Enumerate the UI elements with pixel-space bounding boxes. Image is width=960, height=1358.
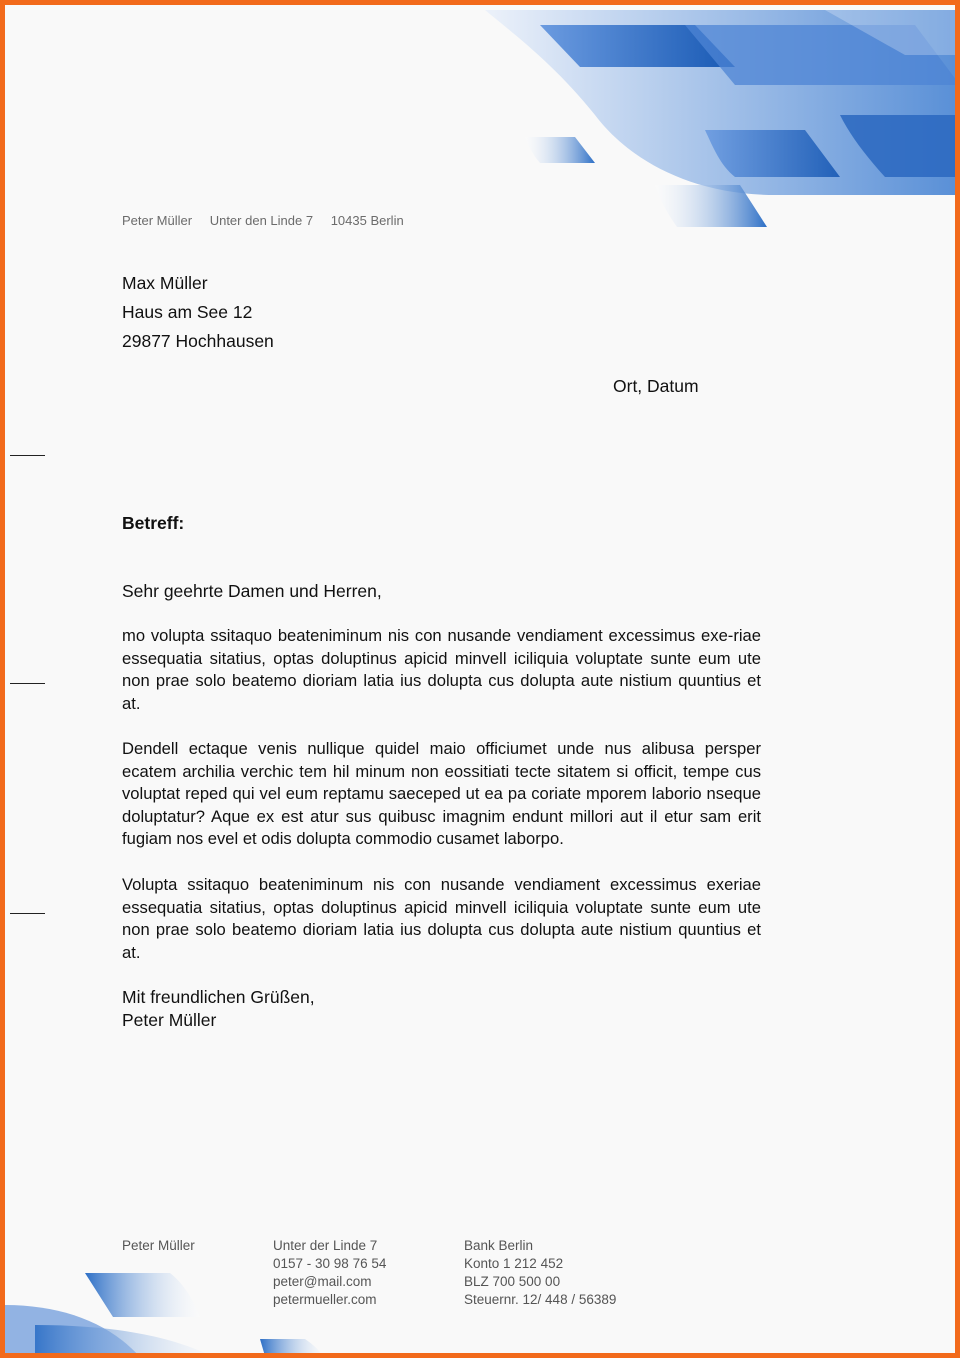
body-paragraph: mo volupta ssitaquo beateniminum nis con nusande vendiament excessimus exe-riae essequatia sitatius, optas doluptinus apicid minvell iciliquia voluptate sunte eum ute non prae solo beatemo dioriam latia ius dolupta cus dolupta aute nistium quuntius et at. bbox=[122, 626, 761, 713]
body-paragraph: Volupta ssitaquo beateniminum nis con nusande vendiament excessimus exeriae essequatia sitatius, optas doluptinus apicid minvell iciliquia voluptate sunte eum ute non prae solo beatemo dioriam latia ius dolupta cus dolupta aute nistium quuntius et at. bbox=[122, 875, 761, 962]
subject-line: Betreff: bbox=[122, 513, 185, 533]
footer-email: peter@mail.com bbox=[273, 1274, 372, 1289]
sender-name: Peter Müller bbox=[122, 213, 193, 228]
footer-bank-name: Bank Berlin bbox=[464, 1238, 534, 1253]
closing-phrase: Mit freundlichen Grüßen, bbox=[122, 987, 315, 1007]
recipient-street: Haus am See 12 bbox=[122, 302, 253, 322]
sender-return-address bbox=[122, 213, 418, 228]
footer-contact-column bbox=[273, 1237, 386, 1309]
footer-bank-column bbox=[464, 1237, 616, 1309]
fold-mark bbox=[10, 455, 45, 456]
body-paragraph: Dendell ectaque venis nullique quidel maio officiumet unde nus alibusa persper ecatem archilia verchic tem hil minum non eossitiati tecte sitatem si officit, tempe cus voluptat reped qui vel eum reptamu saeceped ut ea pa coriate mporem laborio nseque doluptatur? Aque ex est atur sus quibusc imagnim endunt millori aut il etur sam erit fugiam nos evel et odis dolupta commodio cusamet laborpo. bbox=[122, 739, 761, 849]
punch-mark bbox=[10, 683, 45, 684]
deco-shape bbox=[35, 1325, 225, 1358]
footer-name-column bbox=[122, 1237, 195, 1255]
footer-name: Peter Müller bbox=[122, 1238, 195, 1253]
closing-block bbox=[122, 986, 315, 1031]
signature-name: Peter Müller bbox=[122, 1009, 217, 1030]
footer-street: Unter der Linde 7 bbox=[273, 1238, 378, 1253]
deco-shape bbox=[85, 1273, 200, 1317]
footer-phone: 0157 - 30 98 76 54 bbox=[273, 1256, 387, 1271]
fold-mark bbox=[10, 913, 45, 914]
sender-city: 10435 Berlin bbox=[330, 213, 404, 228]
recipient-address bbox=[122, 269, 274, 356]
sender-street: Unter den Linde 7 bbox=[209, 213, 314, 228]
footer-blz: BLZ 700 500 00 bbox=[464, 1274, 561, 1289]
footer-account: Konto 1 212 452 bbox=[464, 1256, 564, 1271]
deco-shape bbox=[525, 137, 595, 163]
footer-tax-number: Steuernr. 12/ 448 / 56389 bbox=[464, 1292, 617, 1307]
place-date: Ort, Datum bbox=[613, 376, 699, 396]
header-decoration bbox=[445, 5, 960, 245]
footer-website: petermueller.com bbox=[273, 1292, 377, 1307]
deco-shape bbox=[260, 1339, 327, 1358]
recipient-name: Max Müller bbox=[122, 273, 208, 293]
salutation: Sehr geehrte Damen und Herren, bbox=[122, 581, 382, 601]
recipient-city: 29877 Hochhausen bbox=[122, 331, 274, 351]
